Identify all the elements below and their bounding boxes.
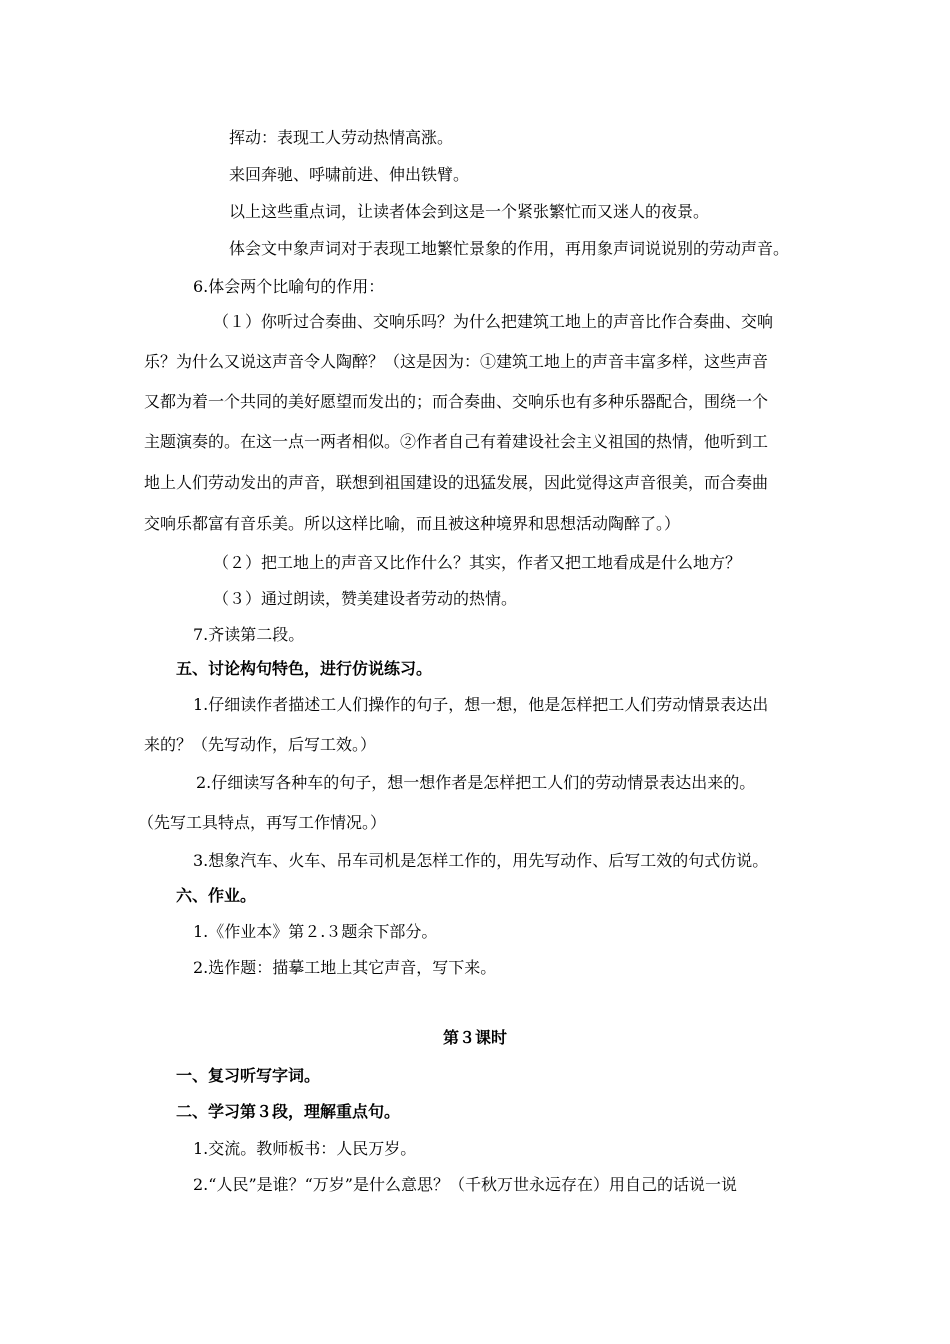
text-line: 1.仔细读作者描述工人们操作的句子，想一想，他是怎样把工人们劳动情景表达出 (193, 695, 769, 714)
text-line: 1.《作业本》第２.３题余下部分。 (193, 922, 438, 941)
text-line: （先写工具特点，再写工作情况。） (138, 813, 387, 832)
text-line: 2.“人民”是谁？“万岁”是什么意思？（千秋万世永远存在）用自己的话说一说 (193, 1175, 737, 1194)
lesson-title: 第３课时 (442, 1028, 507, 1047)
text-line: 以上这些重点词，让读者体会到这是一个紧张繁忙而又迷人的夜景。 (229, 202, 710, 221)
text-line: 乐？为什么又说这声音令人陶醉？（这是因为：①建筑工地上的声音丰富多样，这些声音 (144, 352, 769, 371)
section-heading: 五、讨论构句特色，进行仿说练习。 (176, 659, 433, 678)
text-line: 3.想象汽车、火车、吊车司机是怎样工作的，用先写动作、后写工效的句式仿说。 (193, 851, 769, 870)
text-line: 1.交流。教师板书：人民万岁。 (193, 1139, 417, 1158)
text-line: 主题演奏的。在这一点一两者相似。②作者自己有着建设社会主义祖国的热情，他听到工 (144, 432, 769, 451)
text-line: 体会文中象声词对于表现工地繁忙景象的作用，再用象声词说说别的劳动声音。 (229, 239, 790, 258)
section-heading: 六、作业。 (176, 886, 257, 905)
text-line: 2.仔细读写各种车的句子，想一想作者是怎样把工人们的劳动情景表达出来的。 (196, 773, 756, 792)
text-line: 来的？（先写动作，后写工效。） (144, 735, 377, 754)
section-heading: 二、学习第３段，理解重点句。 (176, 1102, 401, 1121)
text-line: 交响乐都富有音乐美。所以这样比喻，而且被这种境界和思想活动陶醉了。） (144, 514, 681, 533)
section-heading: 一、复习听写字词。 (176, 1066, 321, 1085)
text-line: （３）通过朗读，赞美建设者劳动的热情。 (213, 589, 518, 608)
text-line: 地上人们劳动发出的声音，联想到祖国建设的迅猛发展，因此觉得这声音很美，而合奏曲 (144, 473, 769, 492)
text-line: 挥动：表现工人劳动热情高涨。 (229, 128, 454, 147)
text-line: （１）你听过合奏曲、交响乐吗？为什么把建筑工地上的声音比作合奏曲、交响 (213, 312, 774, 331)
text-line: 来回奔驰、呼啸前进、伸出铁臂。 (229, 165, 470, 184)
text-line: 2.选作题：描摹工地上其它声音，写下来。 (193, 958, 497, 977)
text-line: 又都为着一个共同的美好愿望而发出的；而合奏曲、交响乐也有多种乐器配合，围绕一个 (144, 392, 769, 411)
text-line: （２）把工地上的声音又比作什么？其实，作者又把工地看成是什么地方？ (213, 553, 742, 572)
text-line: 7.齐读第二段。 (193, 625, 305, 644)
text-line: 6.体会两个比喻句的作用： (193, 277, 385, 296)
